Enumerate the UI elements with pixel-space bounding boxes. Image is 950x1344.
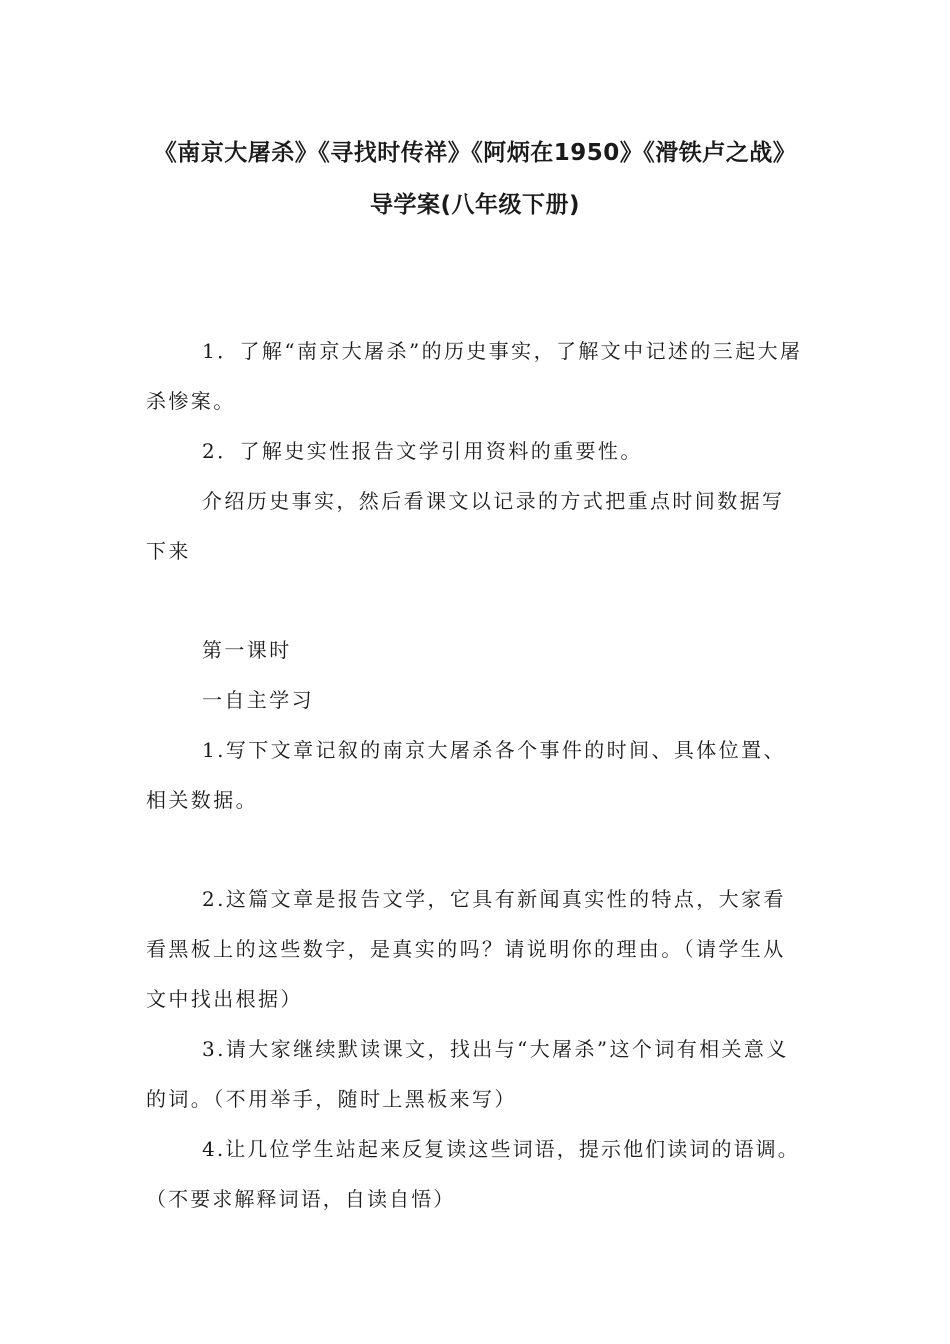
objective-2-paragraph: 2．了解史实性报告文学引用资料的重要性。 [202, 439, 643, 463]
task-3-paragraph: 3.请大家继续默读课文，找出与“大屠杀”这个词有相关意义的词。（不用举手，随时上黑板来写） [146, 1037, 789, 1111]
objective-1-paragraph: 1．了解“南京大屠杀”的历史事实，了解文中记述的三起大屠杀惨案。 [146, 339, 803, 413]
task-4-paragraph: 4.让几位学生站起来反复读这些词语，提示他们读词的语调。（不要求解释词语，自读自悟） [146, 1137, 800, 1211]
task-2-paragraph: 2.这篇文章是报告文学，它具有新闻真实性的特点，大家看看黑板上的这些数字，是真实的吗？请说明你的理由。（请学生从文中找出根据） [146, 887, 786, 1011]
lesson-heading: 第一课时 [202, 638, 292, 662]
intro-paragraph: 介绍历史事实，然后看课文以记录的方式把重点时间数据写下来 [146, 489, 785, 563]
task-1-paragraph: 1.写下文章记叙的南京大屠杀各个事件的时间、具体位置、相关数据。 [146, 738, 786, 812]
document-title-line-1: 《南京大屠杀》《寻找时传祥》《阿炳在1950》《滑铁卢之战》 [153, 140, 797, 166]
document-title-line-2: 导学案(八年级下册) [369, 192, 581, 218]
section-heading: 一自主学习 [202, 688, 314, 712]
